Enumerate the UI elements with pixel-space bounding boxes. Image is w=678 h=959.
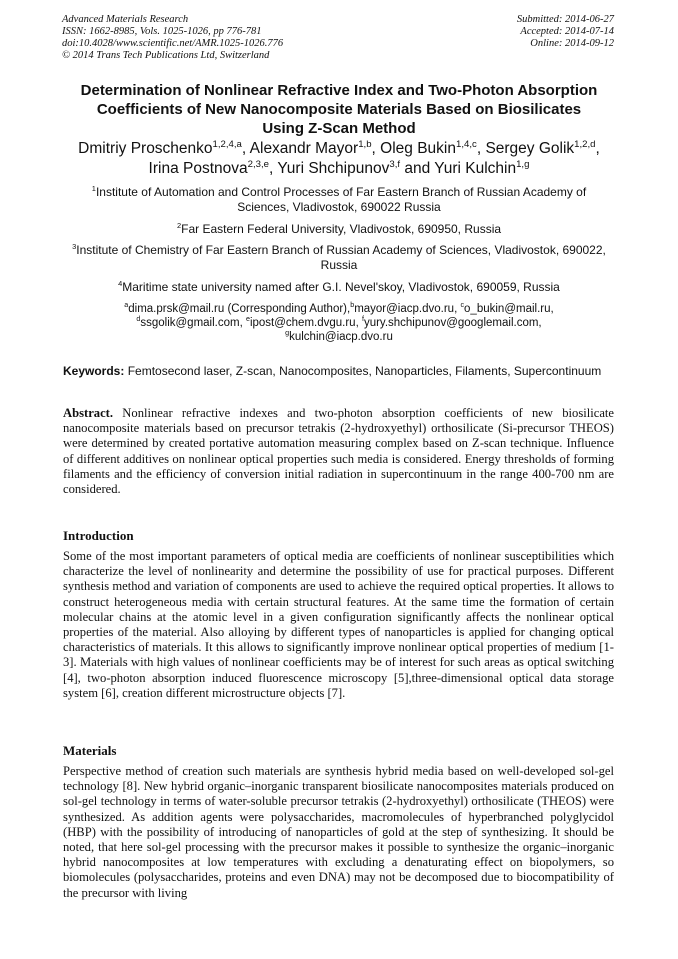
keywords-block — [63, 364, 613, 379]
email-marker: c — [460, 301, 465, 310]
author-affiliation-marker: 3,f — [389, 158, 401, 170]
author-separator: , — [595, 140, 600, 157]
abstract-block — [63, 406, 614, 497]
author-line — [56, 139, 622, 159]
author-name: Oleg Bukin — [380, 140, 456, 157]
paper-title — [56, 81, 622, 138]
author-name: Yuri Shchipunov — [277, 160, 390, 177]
affiliation-marker: 2 — [176, 221, 182, 230]
affiliation-2 — [60, 222, 618, 237]
keywords-text: Femtosecond laser, Z-scan, Nanocomposites, Nanoparticles, Filaments, Supercontinuum — [127, 364, 602, 378]
keywords-label: Keywords: — [63, 364, 125, 378]
affiliation-marker: 1 — [91, 184, 96, 193]
issn-line: ISSN: 1662-8985, Vols. 1025-1026, pp 776-781 — [62, 26, 262, 37]
author-separator: , — [268, 160, 278, 177]
affiliation-3 — [60, 243, 618, 273]
author-separator: and — [400, 160, 435, 177]
abstract-label: Abstract. — [63, 406, 114, 420]
email-address: yury.shchipunov@googlemail.com, — [363, 317, 542, 329]
author-name: Alexandr Mayor — [249, 140, 359, 157]
author-name: Dmitriy Proschenko — [78, 140, 213, 157]
affiliation-marker: 3 — [72, 242, 77, 251]
email-marker: f — [361, 315, 364, 324]
publication-dates — [517, 14, 614, 50]
copyright-line: © 2014 Trans Tech Publications Ltd, Switzerland — [62, 50, 270, 61]
introduction-paragraph: Some of the most important parameters of optical media are coefficients of nonlinear susceptibilities which characterize the level of nonlinearity and determine the possibility of use for practical purposes. Different synthesis method and variation of components are used to achieve the required optical properties. It allows to construct heterogeneous media with certain structural features. At the same time the formation of certain molecular chains at the atomic level in a given configuration significantly affects the nonlinear optical properties of the material. Also alloying by different types of nanoparticles is applied for changing optical characteristics of materials. It this allows to significantly improve nonlinear optical properties of medium [1-3]. Materials with high values of nonlinear coefficients may be of interest for such areas as optical switching [4], two-photon absorption induced fluorescence microscopy [5],three-dimensional optical data storage system [6], creation different microstructure objects [7]. — [63, 549, 614, 700]
email-marker: e — [245, 315, 250, 324]
affiliation-text: Russia — [320, 258, 358, 272]
author-list — [56, 139, 622, 179]
affiliation-text: Institute of Automation and Control Processes of Far Eastern Branch of Russian Academy of — [95, 185, 587, 199]
author-affiliation-marker: 1,g — [516, 158, 530, 170]
affiliation-text: Institute of Chemistry of Far Eastern Branch of Russian Academy of Sciences, Vladivostok, 690022, — [76, 243, 606, 257]
email-marker: d — [136, 315, 141, 324]
author-affiliation-marker: 1,b — [358, 138, 372, 150]
email-address: o_bukin@mail.ru, — [464, 303, 554, 315]
email-marker: b — [350, 301, 355, 310]
author-emails — [60, 302, 618, 344]
affiliation-marker: 4 — [118, 279, 123, 288]
submitted-date: Submitted: 2014-06-27 — [516, 14, 614, 25]
email-address: dima.prsk@mail.ru (Corresponding Author), — [128, 303, 351, 315]
author-line — [56, 159, 622, 179]
email-marker: a — [124, 301, 129, 310]
affiliation-text: Far Eastern Federal University, Vladivostok, 690950, Russia — [181, 222, 502, 236]
introduction-heading: Introduction — [63, 528, 134, 543]
email-address: mayor@iacp.dvo.ru, — [354, 303, 461, 315]
journal-info — [62, 14, 283, 62]
title-line: Determination of Nonlinear Refractive Index and Two-Photon Absorption — [80, 82, 598, 99]
author-affiliation-marker: 1,4,c — [456, 138, 477, 150]
affiliation-1 — [60, 185, 618, 215]
author-name: Sergey Golik — [485, 140, 575, 157]
journal-name: Advanced Materials Research — [62, 14, 189, 25]
email-address: ssgolik@gmail.com, — [140, 317, 246, 329]
email-marker: g — [285, 329, 290, 338]
title-line: Using Z-Scan Method — [262, 120, 416, 137]
doi-line: doi:10.4028/www.scientific.net/AMR.1025-1026.776 — [62, 38, 284, 49]
materials-heading: Materials — [63, 743, 117, 758]
author-affiliation-marker: 1,2,d — [574, 138, 596, 150]
email-address: kulchin@iacp.dvo.ru — [289, 331, 393, 343]
materials-paragraph: Perspective method of creation such materials are synthesis hybrid media based on well-developed sol-gel technology [8]. New hybrid organic–inorganic transparent biosilicate nanocomposites materials produced on sol-gel technology in terms of water-soluble precursor tetrakis (2-hydroxyethyl) orthosilicate (THEOS) were synthesized. As addition agents were polysaccharides, macromolecules of hyperbranched polyglycidol (HBP) with the possibility of introducing of nanoparticles of gold at the step of synthesizing. It should be noted, that here sol-gel processing with the precursor makes it possible to synthesize the organic–inorganic hybrid nanocomposites at low temperatures with excluding a denaturating effect on biopolymers, so biomolecules (polysaccharides, proteins and even DNA) may not be decomposed due to biocompatibility of the precursor with living — [63, 764, 614, 900]
online-date: Online: 2014-09-12 — [530, 38, 614, 49]
affiliation-4 — [60, 280, 618, 295]
email-address: ipost@chem.dvgu.ru, — [249, 317, 362, 329]
author-affiliation-marker: 1,2,4,a — [212, 138, 242, 150]
accepted-date: Accepted: 2014-07-14 — [520, 26, 614, 37]
affiliation-text: Maritime state university named after G.I. Nevel'skoy, Vladivostok, 690059, Russia — [122, 280, 560, 294]
abstract-text: Nonlinear refractive indexes and two-photon absorption coefficients of new biosilicate nanocomposite materials based on precursor tetrakis (2-hydroxyethyl) orthosilicate (Si-precursor THEOS) were determined by created portative automation measuring complex based on Z-scan technique. Influence of different additives on nonlinear optical properties such media is considered. Energy thresholds of forming filaments and the efficiency of conversion initial radiation in supercontinuum in the range 400-700 nm are considered. — [63, 406, 614, 497]
author-name: Irina Postnova — [148, 160, 248, 177]
author-separator: , — [476, 140, 486, 157]
affiliation-text: Sciences, Vladivostok, 690022 Russia — [237, 200, 441, 214]
author-affiliation-marker: 2,3,e — [247, 158, 269, 170]
author-separator: , — [371, 140, 381, 157]
author-name: Yuri Kulchin — [434, 160, 517, 177]
title-line: Coefficients of New Nanocomposite Materials Based on Biosilicates — [96, 101, 582, 118]
author-separator: , — [241, 140, 250, 157]
